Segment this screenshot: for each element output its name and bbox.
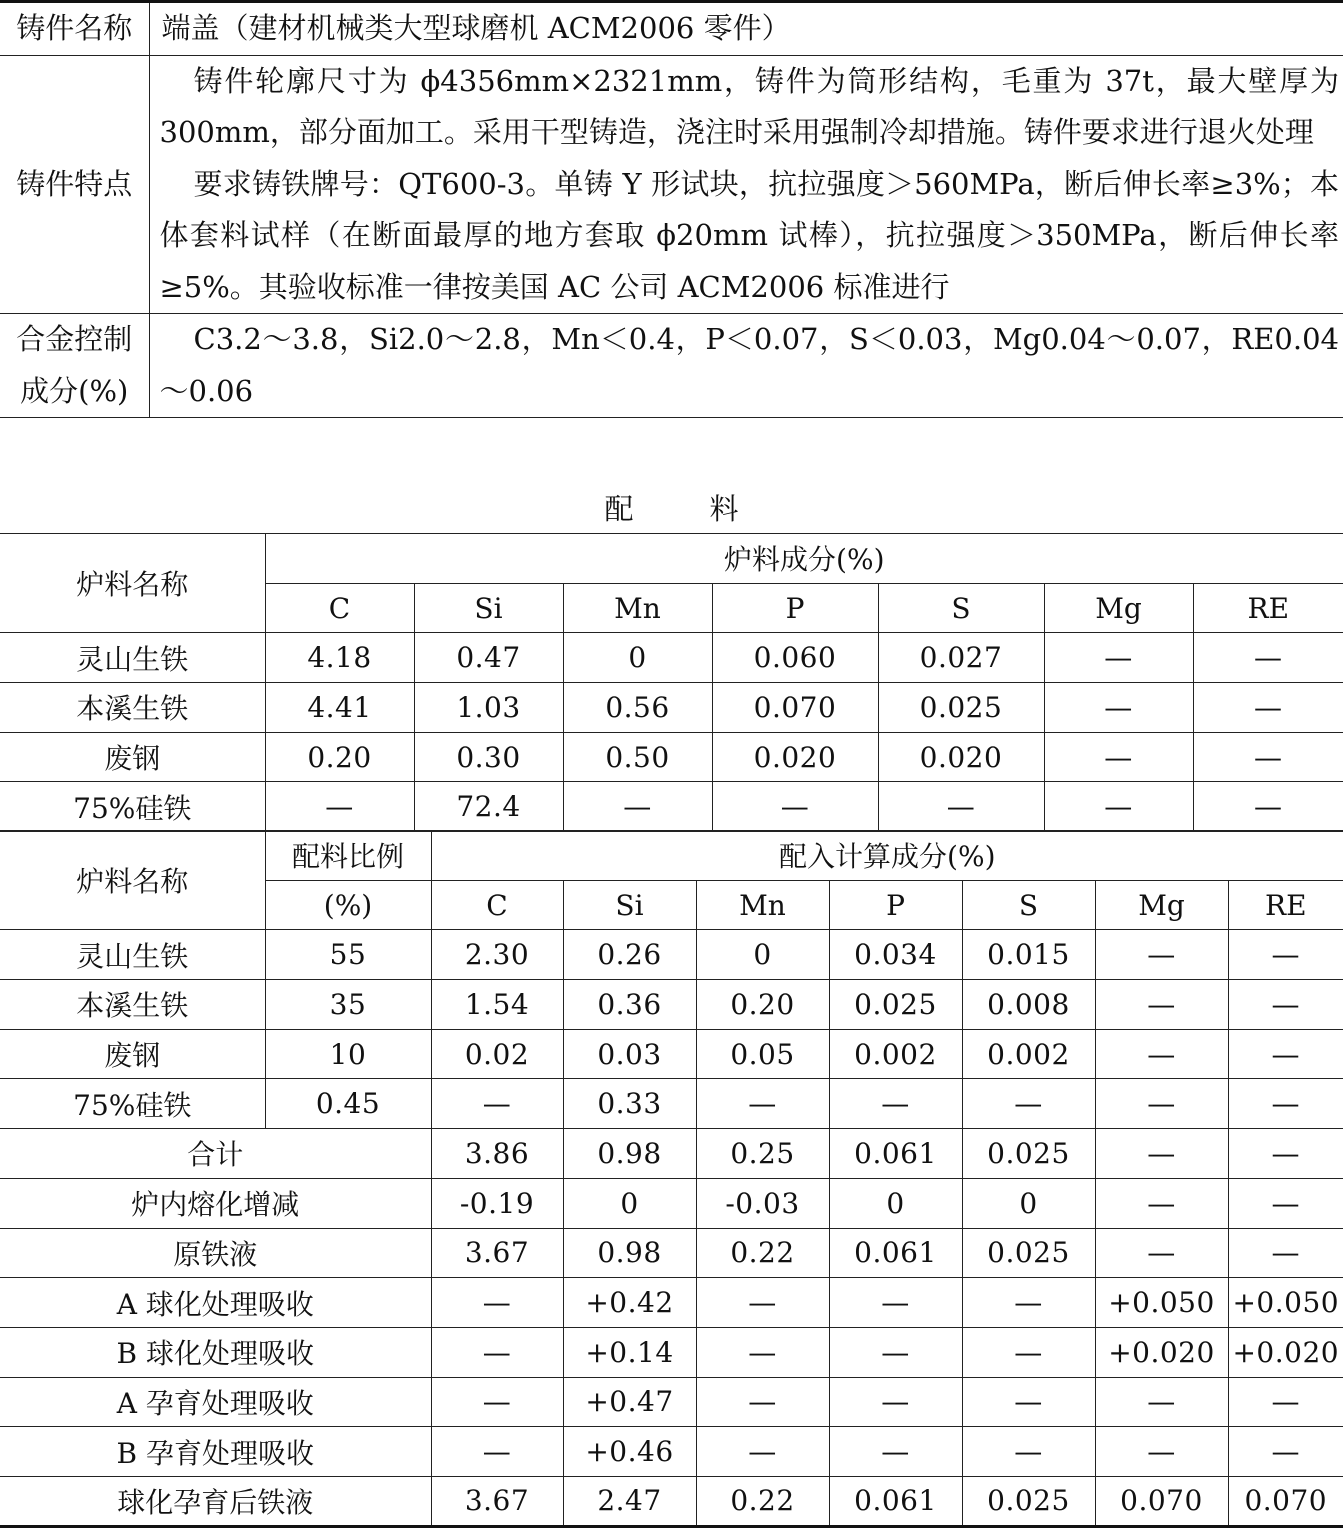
summary-value: — bbox=[1095, 1228, 1228, 1278]
summary-row bbox=[0, 1327, 1343, 1377]
alloy-control-label-line-1: 合金控制 bbox=[16, 322, 133, 356]
calc-value: 0.36 bbox=[563, 980, 696, 1030]
summary-value: -0.03 bbox=[696, 1178, 829, 1228]
material-value: — bbox=[1044, 732, 1193, 782]
summary-value: — bbox=[696, 1427, 829, 1477]
table-row bbox=[0, 633, 1343, 683]
material-value: 0 bbox=[563, 633, 712, 683]
calc-value: 1.54 bbox=[431, 980, 563, 1030]
summary-value: — bbox=[1228, 1228, 1343, 1278]
summary-value: 0.061 bbox=[829, 1476, 962, 1526]
summary-value: +0.050 bbox=[1095, 1278, 1228, 1328]
materials-col-header-mg: Mg bbox=[1044, 583, 1193, 633]
calc-ratio: 10 bbox=[265, 1029, 431, 1079]
material-value: — bbox=[563, 782, 712, 832]
summary-value: 3.86 bbox=[431, 1129, 563, 1179]
table-row bbox=[0, 683, 1343, 733]
summary-value: 0 bbox=[563, 1178, 696, 1228]
materials-group-header: 炉料成分(%) bbox=[265, 534, 1343, 584]
table-row bbox=[0, 930, 1343, 980]
summary-value: 0.061 bbox=[829, 1228, 962, 1278]
material-value: — bbox=[1193, 633, 1343, 683]
summary-value: — bbox=[962, 1327, 1095, 1377]
summary-value: — bbox=[431, 1427, 563, 1477]
calc-value: 0.025 bbox=[829, 980, 962, 1030]
summary-value: +0.42 bbox=[563, 1278, 696, 1328]
calc-value: 0.33 bbox=[563, 1079, 696, 1129]
calc-body bbox=[0, 930, 1343, 1526]
calc-col-header-si: Si bbox=[563, 880, 696, 930]
summary-row bbox=[0, 1129, 1343, 1179]
summary-value: 0.061 bbox=[829, 1129, 962, 1179]
summary-value: — bbox=[1095, 1178, 1228, 1228]
summary-value: — bbox=[1228, 1427, 1343, 1477]
summary-value: — bbox=[829, 1377, 962, 1427]
material-value: 0.070 bbox=[712, 683, 878, 733]
summary-row bbox=[0, 1178, 1343, 1228]
summary-value: -0.19 bbox=[431, 1178, 563, 1228]
summary-value: 2.47 bbox=[563, 1476, 696, 1526]
table-row bbox=[0, 980, 1343, 1030]
material-value: 0.50 bbox=[563, 732, 712, 782]
summary-value: 0.22 bbox=[696, 1476, 829, 1526]
material-value: 0.30 bbox=[414, 732, 563, 782]
table-row bbox=[0, 1029, 1343, 1079]
summary-value: — bbox=[829, 1427, 962, 1477]
summary-row bbox=[0, 1427, 1343, 1477]
summary-value: — bbox=[1095, 1129, 1228, 1179]
calc-col-header-mn: Mn bbox=[696, 880, 829, 930]
calc-material-name: 75%硅铁 bbox=[0, 1079, 265, 1129]
summary-value: 0.025 bbox=[962, 1228, 1095, 1278]
table-row bbox=[0, 782, 1343, 832]
features-paragraph-1: 铸件轮廓尺寸为 ϕ4356mm×2321mm，铸件为筒形结构，毛重为 37t，最大壁厚为 300mm，部分面加工。采用干型铸造，浇注时采用强制冷却措施。铸件要求进行退火处理 bbox=[159, 63, 1339, 149]
material-value: 0.060 bbox=[712, 633, 878, 683]
calc-value: 0 bbox=[696, 930, 829, 980]
calc-material-name: 废钢 bbox=[0, 1029, 265, 1079]
calc-col-header-re: RE bbox=[1228, 880, 1343, 930]
calc-header-row bbox=[0, 831, 1343, 881]
summary-value: — bbox=[1095, 1377, 1228, 1427]
material-value: — bbox=[1044, 782, 1193, 832]
summary-value: — bbox=[431, 1377, 563, 1427]
materials-header-row bbox=[0, 534, 1343, 584]
summary-value: +0.14 bbox=[563, 1327, 696, 1377]
material-name: 本溪生铁 bbox=[0, 683, 265, 733]
calc-value: 0.008 bbox=[962, 980, 1095, 1030]
summary-value: — bbox=[1228, 1129, 1343, 1179]
summary-row-label: 合计 bbox=[0, 1129, 431, 1179]
alloy-control-value bbox=[149, 314, 1343, 418]
calc-group-header: 配入计算成分(%) bbox=[431, 831, 1343, 881]
alloy-control-label-line-2: 成分(%) bbox=[20, 373, 129, 408]
calc-value: — bbox=[829, 1079, 962, 1129]
materials-col-header-mn: Mn bbox=[563, 583, 712, 633]
calc-value: — bbox=[1095, 980, 1228, 1030]
material-value: — bbox=[1193, 683, 1343, 733]
summary-value: — bbox=[1228, 1377, 1343, 1427]
materials-col-header-si: Si bbox=[414, 583, 563, 633]
materials-name-header: 炉料名称 bbox=[0, 534, 265, 633]
calc-ratio-header-2: (%) bbox=[265, 880, 431, 930]
calc-value: — bbox=[1095, 1079, 1228, 1129]
material-value: — bbox=[1193, 782, 1343, 832]
summary-value: +0.020 bbox=[1095, 1327, 1228, 1377]
calc-value: 0.015 bbox=[962, 930, 1095, 980]
calc-value: — bbox=[962, 1079, 1095, 1129]
summary-value: — bbox=[696, 1327, 829, 1377]
summary-value: +0.46 bbox=[563, 1427, 696, 1477]
summary-value: 0.070 bbox=[1095, 1476, 1228, 1526]
materials-col-header-c: C bbox=[265, 583, 414, 633]
calc-material-name: 本溪生铁 bbox=[0, 980, 265, 1030]
calc-ratio: 55 bbox=[265, 930, 431, 980]
summary-value: — bbox=[1095, 1427, 1228, 1477]
material-value: 0.020 bbox=[878, 732, 1044, 782]
summary-value: — bbox=[1228, 1178, 1343, 1228]
batching-caption bbox=[0, 484, 1343, 534]
casting-features-label: 铸件特点 bbox=[0, 55, 149, 314]
calc-value: — bbox=[1228, 930, 1343, 980]
summary-row-label: B 球化处理吸收 bbox=[0, 1327, 431, 1377]
alloy-control-row bbox=[0, 314, 1343, 418]
summary-value: 3.67 bbox=[431, 1228, 563, 1278]
material-value: 0.025 bbox=[878, 683, 1044, 733]
calc-col-header-p: P bbox=[829, 880, 962, 930]
calc-ratio-header-1: 配料比例 bbox=[265, 831, 431, 881]
material-value: 4.41 bbox=[265, 683, 414, 733]
calc-value: — bbox=[1228, 1029, 1343, 1079]
materials-body bbox=[0, 633, 1343, 832]
summary-value: 0 bbox=[829, 1178, 962, 1228]
summary-value: — bbox=[962, 1278, 1095, 1328]
calc-value: — bbox=[696, 1079, 829, 1129]
material-value: — bbox=[1044, 683, 1193, 733]
calc-value: 0.002 bbox=[829, 1029, 962, 1079]
summary-row bbox=[0, 1476, 1343, 1526]
materials-col-header-s: S bbox=[878, 583, 1044, 633]
material-value: 1.03 bbox=[414, 683, 563, 733]
calc-value: — bbox=[1228, 980, 1343, 1030]
calc-value: 0.034 bbox=[829, 930, 962, 980]
summary-value: 0 bbox=[962, 1178, 1095, 1228]
alloy-control-text: C3.2～3.8，Si2.0～2.8，Mn＜0.4，P＜0.07，S＜0.03，Mg0.04～0.07，RE0.04～0.06 bbox=[159, 322, 1339, 408]
calc-col-header-mg: Mg bbox=[1095, 880, 1228, 930]
summary-row-label: 炉内熔化增减 bbox=[0, 1178, 431, 1228]
casting-info-table bbox=[0, 0, 1343, 418]
summary-row-label: 球化孕育后铁液 bbox=[0, 1476, 431, 1526]
material-value: 0.027 bbox=[878, 633, 1044, 683]
calc-col-header-c: C bbox=[431, 880, 563, 930]
material-value: 4.18 bbox=[265, 633, 414, 683]
calc-ratio: 0.45 bbox=[265, 1079, 431, 1129]
summary-value: — bbox=[829, 1327, 962, 1377]
summary-value: +0.050 bbox=[1228, 1278, 1343, 1328]
casting-name-row bbox=[0, 2, 1343, 56]
summary-value: — bbox=[829, 1278, 962, 1328]
batching-calculation-table bbox=[0, 830, 1343, 1528]
calc-material-name: 灵山生铁 bbox=[0, 930, 265, 980]
summary-value: 0.025 bbox=[962, 1476, 1095, 1526]
material-value: — bbox=[1193, 732, 1343, 782]
summary-row-label: A 孕育处理吸收 bbox=[0, 1377, 431, 1427]
materials-col-header-re: RE bbox=[1193, 583, 1343, 633]
summary-value: 0.070 bbox=[1228, 1476, 1343, 1526]
casting-name-label: 铸件名称 bbox=[0, 2, 149, 56]
material-value: — bbox=[265, 782, 414, 832]
material-value: — bbox=[712, 782, 878, 832]
calc-value: 0.02 bbox=[431, 1029, 563, 1079]
calc-value: 0.05 bbox=[696, 1029, 829, 1079]
summary-value: +0.47 bbox=[563, 1377, 696, 1427]
casting-name-value: 端盖（建材机械类大型球磨机 ACM2006 零件） bbox=[149, 2, 1343, 56]
material-value: 0.20 bbox=[265, 732, 414, 782]
calc-value: 2.30 bbox=[431, 930, 563, 980]
summary-row-label: B 孕育处理吸收 bbox=[0, 1427, 431, 1477]
material-value: 0.020 bbox=[712, 732, 878, 782]
summary-row-label: 原铁液 bbox=[0, 1228, 431, 1278]
summary-value: 0.22 bbox=[696, 1228, 829, 1278]
calc-value: — bbox=[431, 1079, 563, 1129]
caption-char-1: 配 bbox=[604, 492, 634, 526]
summary-row bbox=[0, 1377, 1343, 1427]
calc-value: 0.002 bbox=[962, 1029, 1095, 1079]
calc-value: — bbox=[1095, 1029, 1228, 1079]
summary-value: 0.025 bbox=[962, 1129, 1095, 1179]
calc-ratio: 35 bbox=[265, 980, 431, 1030]
summary-value: 3.67 bbox=[431, 1476, 563, 1526]
casting-features-row bbox=[0, 55, 1343, 314]
calc-value: 0.20 bbox=[696, 980, 829, 1030]
material-value: — bbox=[1044, 633, 1193, 683]
calc-value: 0.03 bbox=[563, 1029, 696, 1079]
table-row bbox=[0, 1079, 1343, 1129]
calc-value: — bbox=[1228, 1079, 1343, 1129]
summary-value: 0.25 bbox=[696, 1129, 829, 1179]
material-value: 72.4 bbox=[414, 782, 563, 832]
summary-value: — bbox=[431, 1278, 563, 1328]
casting-features-value bbox=[149, 55, 1343, 314]
summary-value: +0.020 bbox=[1228, 1327, 1343, 1377]
material-name: 废钢 bbox=[0, 732, 265, 782]
summary-row bbox=[0, 1278, 1343, 1328]
summary-value: — bbox=[696, 1377, 829, 1427]
material-value: 0.56 bbox=[563, 683, 712, 733]
summary-value: 0.98 bbox=[563, 1129, 696, 1179]
material-value: 0.47 bbox=[414, 633, 563, 683]
summary-value: — bbox=[962, 1377, 1095, 1427]
calc-value: — bbox=[1095, 930, 1228, 980]
features-paragraph-2: 要求铸铁牌号：QT600-3。单铸 Y 形试块，抗拉强度＞560MPa，断后伸长率≥3%；本体套料试样（在断面最厚的地方套取 ϕ20mm 试棒），抗拉强度＞350MPa，断后伸长率≥5%。其验收标准一律按美国 AC 公司 ACM2006 标准进行 bbox=[159, 166, 1339, 304]
alloy-control-label bbox=[0, 314, 149, 418]
charge-composition-table bbox=[0, 533, 1343, 832]
material-name: 75%硅铁 bbox=[0, 782, 265, 832]
material-name: 灵山生铁 bbox=[0, 633, 265, 683]
summary-value: 0.98 bbox=[563, 1228, 696, 1278]
caption-char-2: 料 bbox=[709, 492, 739, 526]
summary-value: — bbox=[962, 1427, 1095, 1477]
summary-value: — bbox=[431, 1327, 563, 1377]
calc-name-header: 炉料名称 bbox=[0, 831, 265, 930]
summary-value: — bbox=[696, 1278, 829, 1328]
material-value: — bbox=[878, 782, 1044, 832]
calc-col-header-s: S bbox=[962, 880, 1095, 930]
calc-value: 0.26 bbox=[563, 930, 696, 980]
materials-col-header-p: P bbox=[712, 583, 878, 633]
summary-row-label: A 球化处理吸收 bbox=[0, 1278, 431, 1328]
table-row bbox=[0, 732, 1343, 782]
summary-row bbox=[0, 1228, 1343, 1278]
